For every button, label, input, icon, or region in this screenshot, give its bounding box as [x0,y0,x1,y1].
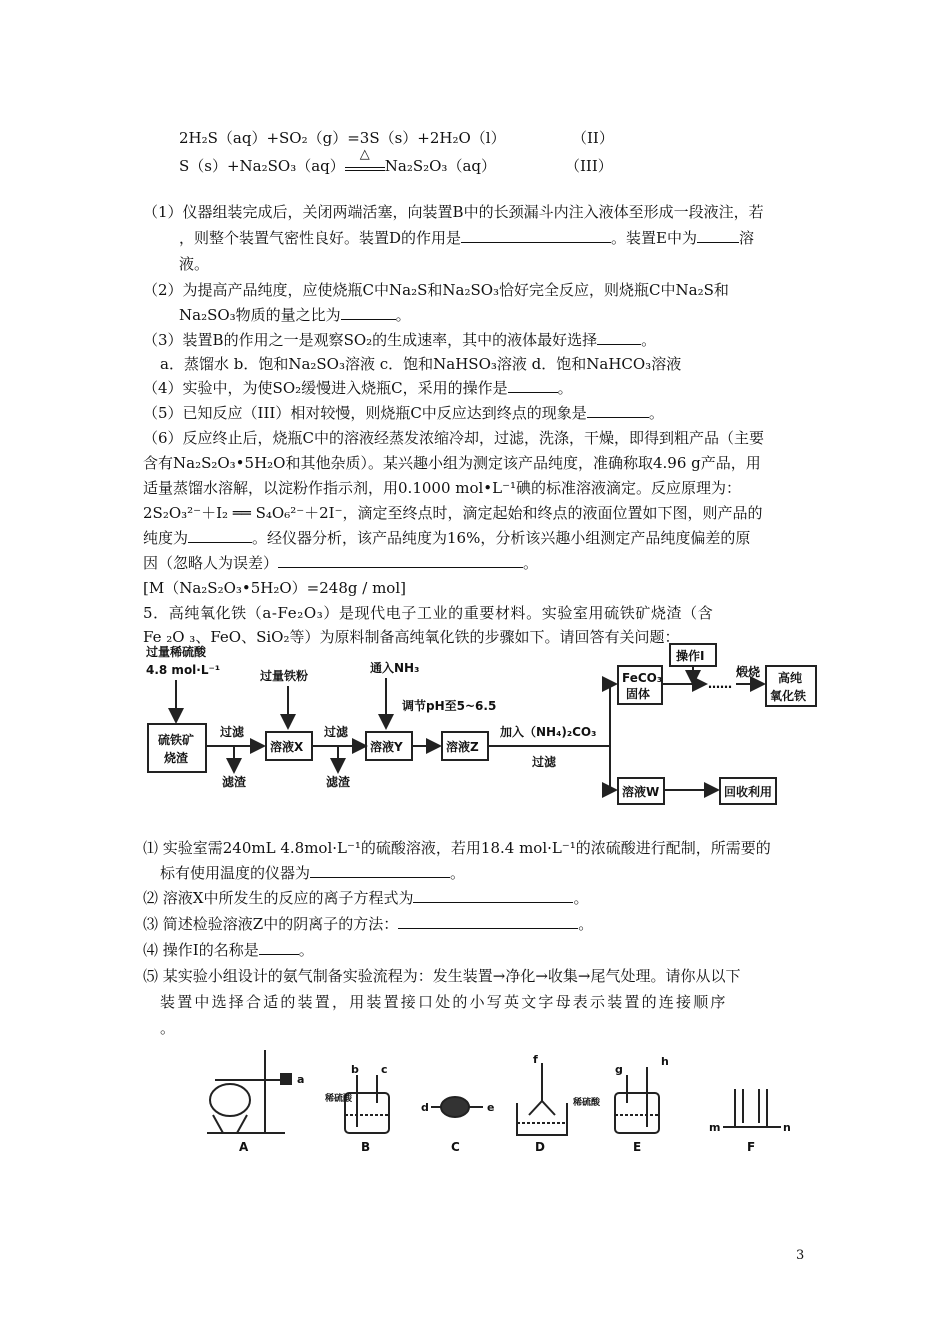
apparatus-figure [195,1045,795,1155]
solution-y-label: 溶液Y [370,740,403,754]
residue-label-2: 滤渣 [326,775,351,789]
beaker-d [517,1103,567,1135]
answer-blank[interactable] [341,305,396,320]
flask-a [210,1084,250,1116]
answer-blank[interactable] [587,403,649,418]
solution-x-label: 溶液X [270,740,304,754]
q4-p2-line1: （2）为提高产品纯度，应使烧瓶C中Na₂S和Na₂SO₃恰好完全反应，则烧瓶C中Na₂S和 [143,281,729,299]
q5-s3: ⑶ 简述检验溶液Z中的阴离子的方法： 。 [143,915,594,933]
port-f-label: f [533,1053,538,1066]
ph-label: 调节pH至5~6.5 [402,699,497,713]
product-label-2: 氧化铁 [770,689,807,703]
label-c: C [451,1140,460,1154]
drying-bulb-c [441,1097,469,1117]
acid-label: 过量稀硫酸 [146,645,207,659]
ore-label-2: 烧渣 [164,751,189,765]
equation-ii: 2H₂S（aq）+SO₂（g）=3S（s）+2H₂O（l） [179,129,506,147]
solution-z-label: 溶液Z [446,740,479,754]
label-a: A [239,1140,249,1154]
q4-p3: （3）装置B的作用之一是观察SO₂的生成速率，其中的液体最好选择 。 [143,331,657,349]
q5-s4: ⑷ 操作I的名称是 。 [143,941,314,959]
q4-p1-line3: 液。 [179,255,210,273]
q5-s2: ⑵ 溶液X中所发生的反应的离子方程式为 。 [143,889,589,907]
q4-p6-line4: 2S₂O₃²⁻＋I₂ ══ S₄O₆²⁻＋2I⁻，滴定至终点时，滴定起始和终点的液面位置如下图，则产品的 [143,504,763,522]
q4-p5: （5）已知反应（III）相对较慢，则烧瓶C中反应达到终点的现象是 。 [143,404,664,422]
u-tube-f [735,1089,767,1127]
product-label-1: 高纯 [778,671,803,685]
equation-iii: S（s）+Na₂SO₃（aq） △ Na₂S₂O₃（aq） [179,147,496,175]
filter-label-1: 过滤 [220,725,245,739]
port-m-label: m [709,1121,721,1134]
equation-ii-tag: （II） [572,129,614,147]
answer-blank[interactable] [508,378,558,393]
iron-label: 过量铁粉 [260,669,309,683]
q5-s5-line2: 装置中选择合适的装置，用装置接口处的小写英文字母表示装置的连接顺序 [160,993,728,1011]
answer-blank[interactable] [398,914,578,929]
answer-blank[interactable] [413,888,573,903]
q5-intro-line2: Fe ₂O ₃、FeO、SiO₂等）为原料制备高纯氧化铁的步骤如下。请回答有关问题： [143,628,680,646]
calcine-label: 煅烧 [736,665,761,679]
q4-molar-mass: [M（Na₂S₂O₃•5H₂O）=248g / mol] [143,579,406,597]
port-c-label: c [381,1063,388,1076]
filter-label-2: 过滤 [324,725,349,739]
q5-intro-line1: 5．高纯氧化铁（a-Fe₂O₃）是现代电子工业的重要材料。实验室用硫铁矿烧渣（含 [143,604,714,622]
label-d: D [535,1140,545,1154]
label-e: E [633,1140,642,1154]
port-d-label: d [421,1101,429,1114]
answer-blank[interactable] [310,863,450,878]
q4-p1-line2: ，则整个装置气密性良好。装置D的作用是 。装置E中为 溶 [179,229,754,247]
port-e-label: e [487,1101,495,1114]
filter-label-3: 过滤 [532,755,557,769]
acid-label-b: 稀硫酸 [325,1094,353,1104]
answer-blank[interactable] [188,528,252,543]
label-b: B [361,1140,371,1154]
page-number: 3 [796,1248,805,1263]
port-n-label: n [783,1121,791,1134]
q4-p6-line2: 含有Na₂S₂O₃•5H₂O和其他杂质）。某兴趣小组为测定该产品纯度，准确称取4.96 g产品，用 [143,454,761,472]
q4-p6-line6: 因（忽略人为误差） 。 [143,554,539,572]
nh3-label: 通入NH₃ [370,661,420,675]
process-flowchart [140,640,820,810]
answer-blank[interactable] [461,228,611,243]
port-g-label: g [615,1063,623,1076]
q4-p4: （4）实验中，为使SO₂缓慢进入烧瓶C，采用的操作是 。 [143,379,573,397]
answer-blank[interactable] [259,940,299,955]
recycle-label: 回收利用 [724,785,773,799]
q5-s1-line1: ⑴ 实验室需240mL 4.8mol·L⁻¹的硫酸溶液，若用18.4 mol·L⁻¹的浓硫酸进行配制，所需要的 [143,839,771,857]
q4-p2-line2: Na₂SO₃物质的量之比为 。 [179,306,411,324]
equation-iii-tag: （III） [565,157,613,175]
residue-label-1: 滤渣 [222,775,247,789]
solution-w-label: 溶液W [622,785,660,799]
acid-conc-label: 4.8 mol·L⁻¹ [146,663,221,677]
q4-p6-line3: 适量蒸馏水溶解，以淀粉作指示剂，用0.1000 mol•L⁻¹碘的标准溶液滴定。反应原理为： [143,479,742,497]
label-f: F [747,1140,756,1154]
q4-p1-line1: （1）仪器组装完成后，关闭两端活塞，向装置B中的长颈漏斗内注入液体至形成一段液注，若 [143,203,764,221]
port-b-label: b [351,1063,359,1076]
q5-s5-line1: ⑸ 某实验小组设计的氨气制备实验流程为：发生装置→净化→收集→尾气处理。请你从以下 [143,967,741,985]
q5-s1-line2: 标有使用温度的仪器为 。 [160,864,466,882]
port-h-label: h [661,1055,669,1068]
answer-blank[interactable] [697,228,739,243]
operation-i-label: 操作Ⅰ [676,649,705,663]
feco3-label-2: 固体 [626,687,651,701]
heat-arrow: △ [345,157,385,171]
answer-blank[interactable] [597,330,641,345]
dots-label: …… [708,677,732,691]
feco3-label: FeCO₃ [622,671,663,685]
add-reagent-label: 加入（NH₄)₂CO₃ [500,725,597,739]
port-a-label: a [297,1073,305,1086]
q4-p6-line1: （6）反应终止后，烧瓶C中的溶液经蒸发浓缩冷却，过滤，洗涤，干燥，即得到粗产品（主要 [143,429,765,447]
acid-label-d: 稀硫酸 [573,1098,601,1108]
q5-s5-line3: 。 [160,1019,176,1037]
q4-p3-options: a．蒸馏水 b．饱和Na₂SO₃溶液 c．饱和NaHSO₃溶液 d．饱和NaHCO₃溶液 [160,355,682,373]
answer-blank[interactable] [278,553,523,568]
q4-p6-line5: 纯度为 。经仪器分析，该产品纯度为16%，分析该兴趣小组测定产品纯度偏差的原 [143,529,751,547]
ore-label-1: 硫铁矿 [158,733,195,747]
bottle-e [615,1093,659,1133]
